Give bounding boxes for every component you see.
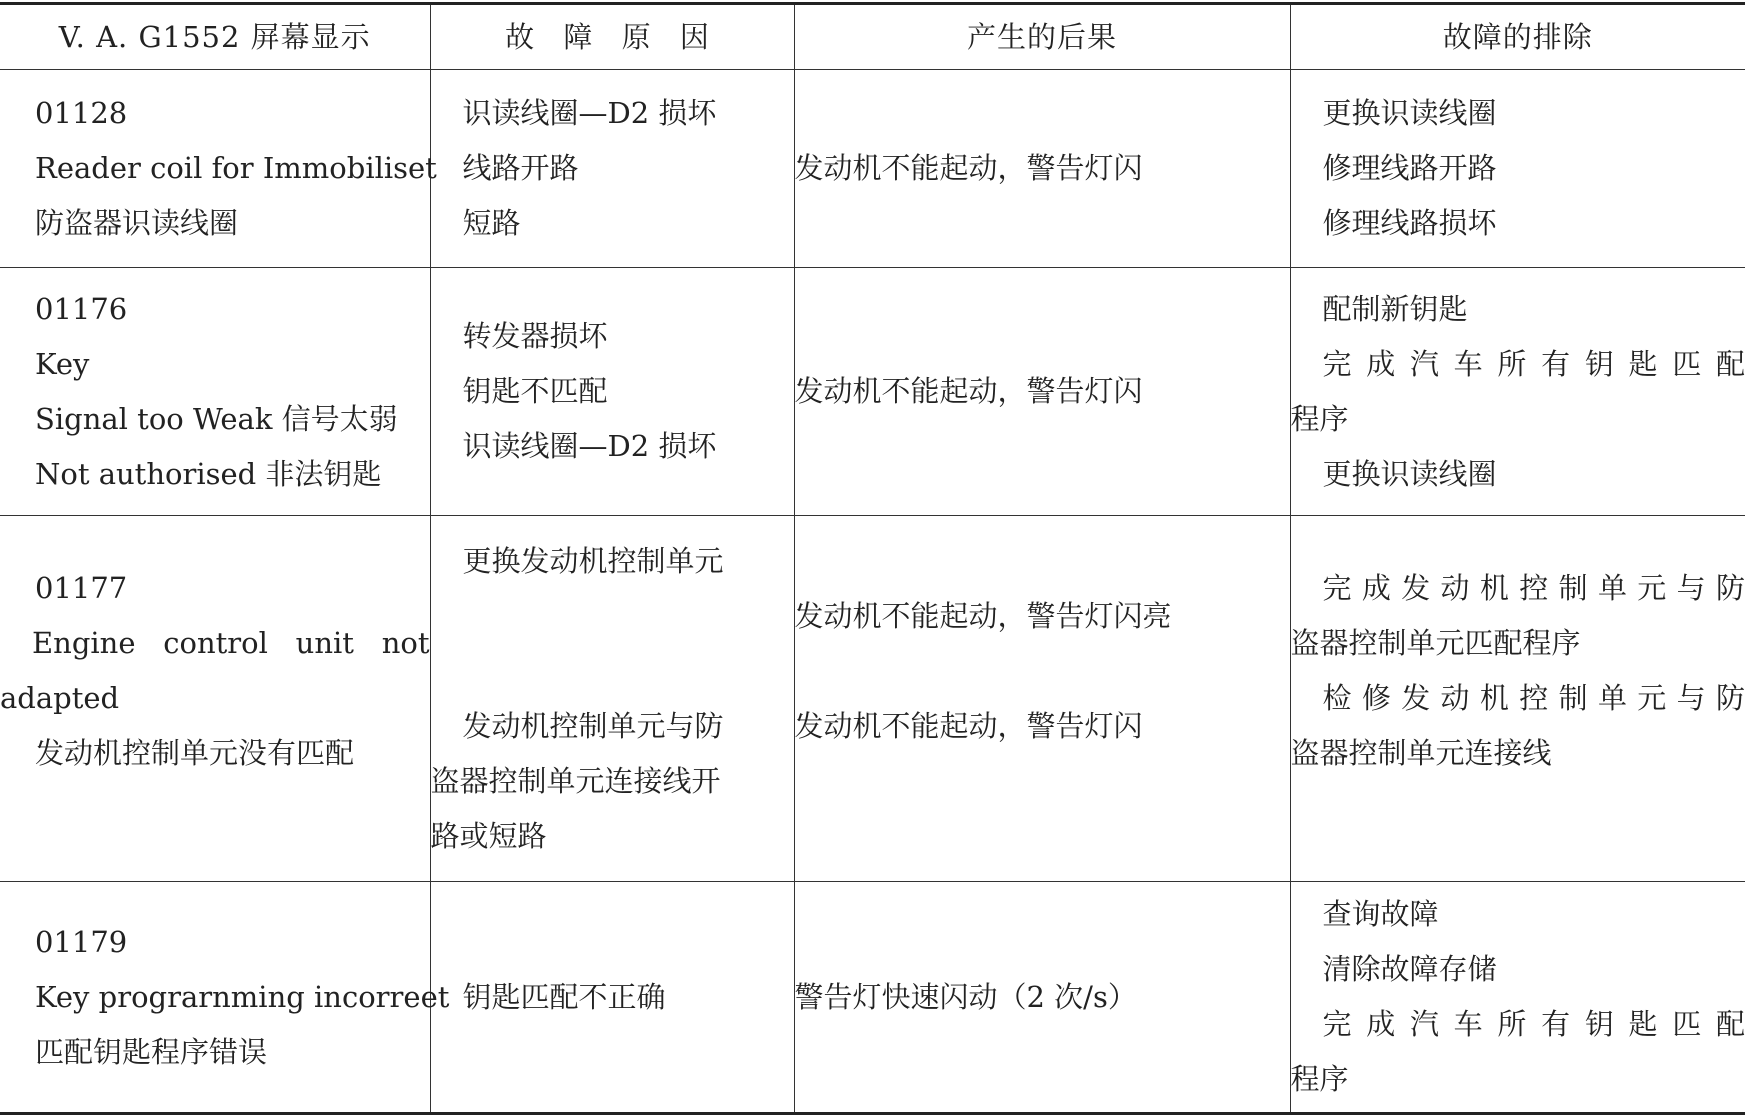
- display-text-en: Key prograrnming incorreet: [0, 970, 430, 1025]
- fix-line: 检修发动机控制单元与防: [1291, 671, 1745, 726]
- fault-code: 01179: [0, 915, 430, 970]
- display-text-cn: 匹配钥匙程序错误: [0, 1025, 430, 1080]
- display-text-en: adapted: [0, 671, 430, 726]
- fix-line: 完成汽车所有钥匙匹配: [1291, 337, 1745, 392]
- result-cell: [794, 268, 1290, 516]
- fault-code: 01128: [0, 86, 430, 141]
- fix-line: 修理线路开路: [1291, 141, 1745, 196]
- result-line: 发动机不能起动，警告灯闪: [795, 141, 1290, 196]
- result-cell: [794, 516, 1290, 882]
- fix-line: 程序: [1291, 392, 1745, 447]
- result-cell: [794, 70, 1290, 268]
- fix-line: 清除故障存储: [1291, 942, 1745, 997]
- header-fault-cause: 故 障 原 因: [430, 4, 794, 70]
- cause-line: 更换发动机控制单元: [431, 534, 794, 589]
- fix-line: 查询故障: [1291, 887, 1745, 942]
- fix-cell: [1290, 516, 1745, 882]
- fix-line: 程序: [1291, 1052, 1745, 1107]
- fix-line: 盗器控制单元连接线: [1291, 726, 1745, 781]
- fix-line: 完成汽车所有钥匙匹配: [1291, 997, 1745, 1052]
- display-text-en: Reader coil for Immobiliset: [0, 141, 430, 196]
- display-text-mixed: Not authorised 非法钥匙: [0, 447, 430, 502]
- cause-cell: [430, 882, 794, 1114]
- header-consequence: 产生的后果: [794, 4, 1290, 70]
- table-header-row: [0, 4, 1745, 70]
- fault-code: 01177: [0, 561, 430, 616]
- display-text-en: Key: [0, 337, 430, 392]
- result-line: 发动机不能起动，警告灯闪亮: [795, 589, 1290, 644]
- fix-line: 更换识读线圈: [1291, 447, 1745, 502]
- cause-line: 钥匙匹配不正确: [431, 970, 794, 1025]
- cause-line: 转发器损坏: [431, 309, 794, 364]
- cause-line: 路或短路: [431, 809, 794, 864]
- fix-line: 盗器控制单元匹配程序: [1291, 616, 1745, 671]
- fix-line: 完成发动机控制单元与防: [1291, 561, 1745, 616]
- fix-cell: [1290, 268, 1745, 516]
- cause-line: 发动机控制单元与防: [431, 699, 794, 754]
- display-cell: [0, 882, 430, 1114]
- fix-cell: [1290, 70, 1745, 268]
- table-row: [0, 268, 1745, 516]
- fault-code-table: [0, 2, 1745, 1115]
- header-screen-display: V. A. G1552 屏幕显示: [0, 4, 430, 70]
- fix-line: 修理线路损坏: [1291, 196, 1745, 251]
- table-row: [0, 516, 1745, 882]
- display-text-mixed: Signal too Weak 信号太弱: [0, 392, 430, 447]
- cause-cell: [430, 516, 794, 882]
- cause-cell: [430, 70, 794, 268]
- display-cell: [0, 516, 430, 882]
- fault-code: 01176: [0, 282, 430, 337]
- table-row: [0, 882, 1745, 1114]
- result-line: 警告灯快速闪动（2 次/s）: [795, 970, 1290, 1025]
- display-text-cn: 发动机控制单元没有匹配: [0, 726, 430, 781]
- display-cell: [0, 70, 430, 268]
- result-line: 发动机不能起动，警告灯闪: [795, 699, 1290, 754]
- display-text-cn: 防盗器识读线圈: [0, 196, 430, 251]
- cause-cell: [430, 268, 794, 516]
- result-line: 发动机不能起动，警告灯闪: [795, 364, 1290, 419]
- cause-line: 短路: [431, 196, 794, 251]
- cause-line: 钥匙不匹配: [431, 364, 794, 419]
- fix-cell: [1290, 882, 1745, 1114]
- display-cell: [0, 268, 430, 516]
- display-text-en: Engine control unit not: [0, 616, 430, 671]
- cause-line: 盗器控制单元连接线开: [431, 754, 794, 809]
- fix-line: 更换识读线圈: [1291, 86, 1745, 141]
- cause-line: 线路开路: [431, 141, 794, 196]
- table-row: [0, 70, 1745, 268]
- cause-line: 识读线圈—D2 损坏: [431, 419, 794, 474]
- result-cell: [794, 882, 1290, 1114]
- header-remedy: 故障的排除: [1290, 4, 1745, 70]
- cause-line: 识读线圈—D2 损坏: [431, 86, 794, 141]
- fix-line: 配制新钥匙: [1291, 282, 1745, 337]
